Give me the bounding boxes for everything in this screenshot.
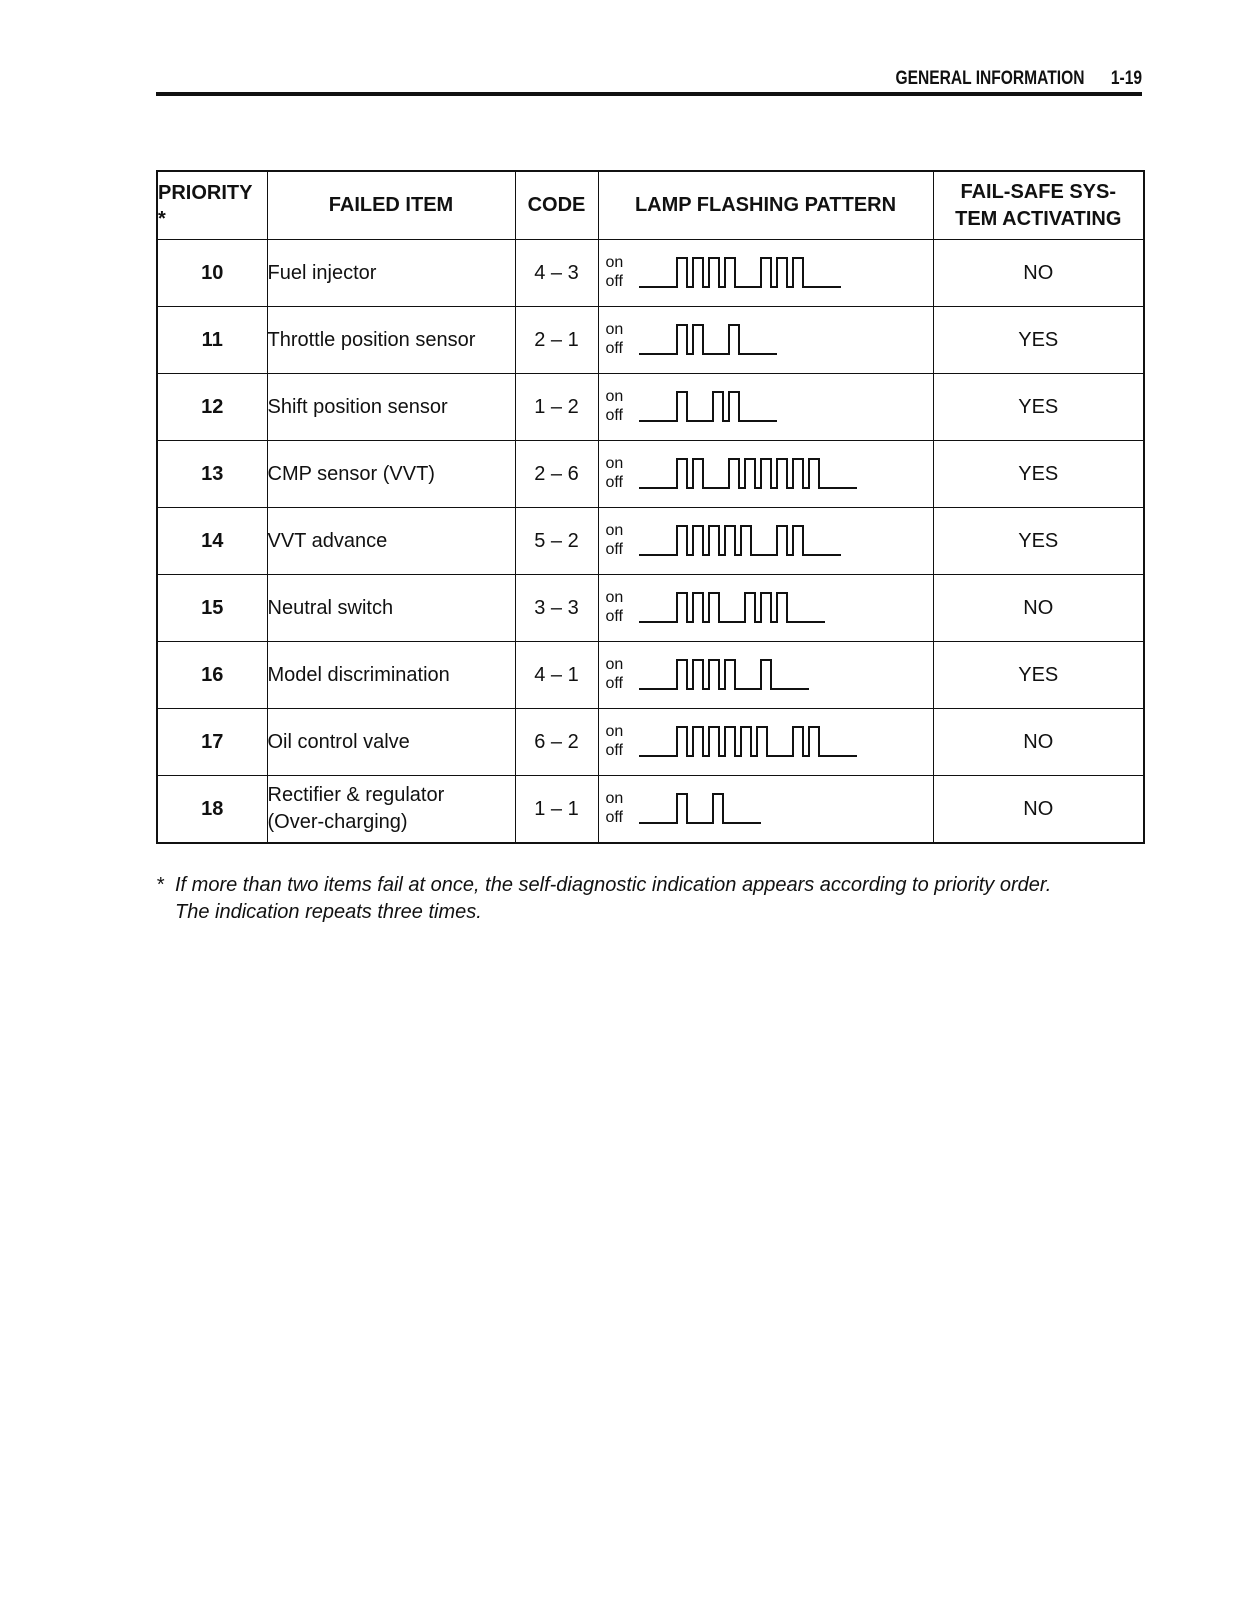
on-off-legend [606,655,624,693]
lamp-pattern-cell [598,642,933,709]
waveform-line [639,727,857,756]
diagnostic-code-table [156,170,1145,844]
failed-item-label: Neutral switch [267,596,394,619]
code-cell: 6 – 2 [515,709,598,776]
off-label: off [605,675,623,692]
waveform-line [639,392,777,421]
on-off-legend [606,789,624,827]
page-number: 1-19 [1110,68,1142,89]
lamp-flashing-waveform [639,323,779,357]
failed-item-label: Shift position sensor [267,395,448,418]
on-label: on [605,790,624,807]
failed-item-cell [267,776,515,844]
failed-item-cell [267,441,515,508]
table-row [157,374,1144,441]
priority-header-mark: * [158,207,166,230]
on-label: on [605,656,624,673]
priority-cell: 11 [157,307,267,374]
lamp-flashing-waveform [639,256,843,290]
table-row [157,240,1144,307]
failsafe-cell: YES [933,508,1144,575]
column-header-code: CODE [515,171,598,240]
lamp-pattern-cell [598,709,933,776]
on-label: on [605,254,624,271]
priority-cell: 16 [157,642,267,709]
column-header-failsafe [933,171,1144,240]
table-row [157,776,1144,844]
footnote-line-2: The indication repeats three times. [175,901,482,923]
table-row [157,709,1144,776]
failsafe-cell: NO [933,776,1144,844]
lamp-flashing-waveform [639,792,763,826]
lamp-flashing-waveform [639,457,859,491]
section-title: GENERAL INFORMATION [895,68,1084,89]
failed-item-cell [267,508,515,575]
off-label: off [605,340,623,357]
failsafe-header-line1: FAIL-SAFE SYS- [960,180,1117,203]
failsafe-cell: NO [933,240,1144,307]
table-row [157,441,1144,508]
table-row [157,307,1144,374]
failed-item-cell [267,240,515,307]
failsafe-header-line2: TEM ACTIVATING [955,207,1122,230]
lamp-pattern-cell [598,508,933,575]
table-header-row [157,171,1144,240]
off-label: off [605,407,623,424]
priority-cell: 18 [157,776,267,844]
code-cell: 5 – 2 [515,508,598,575]
failed-item-label: Fuel injector [267,261,377,284]
failed-item-label: Throttle position sensor [267,328,476,351]
on-off-legend [606,253,624,291]
on-off-legend [606,387,624,425]
lamp-flashing-waveform [639,591,827,625]
on-label: on [605,321,624,338]
priority-cell: 14 [157,508,267,575]
failed-item-label-line2: (Over-charging) [267,811,408,833]
off-label: off [605,474,623,491]
priority-cell: 15 [157,575,267,642]
waveform-line [639,459,857,488]
waveform-line [639,258,841,287]
failsafe-cell: YES [933,307,1144,374]
code-cell: 1 – 2 [515,374,598,441]
off-label: off [605,273,623,290]
page-header [156,66,1142,96]
priority-cell: 17 [157,709,267,776]
code-cell: 4 – 3 [515,240,598,307]
lamp-flashing-waveform [639,725,859,759]
on-off-legend [606,722,624,760]
waveform-line [639,593,825,622]
on-label: on [605,589,624,606]
table-row [157,575,1144,642]
priority-cell: 13 [157,441,267,508]
failed-item-cell [267,709,515,776]
lamp-flashing-waveform [639,390,779,424]
on-label: on [605,455,624,472]
lamp-pattern-cell [598,441,933,508]
code-cell: 3 – 3 [515,575,598,642]
failed-item-cell [267,307,515,374]
failed-item-cell [267,642,515,709]
failed-item-cell [267,374,515,441]
footnote-mark: * [156,874,164,896]
on-label: on [605,388,624,405]
table-row [157,642,1144,709]
on-off-legend [606,454,624,492]
off-label: off [605,541,623,558]
code-cell: 2 – 1 [515,307,598,374]
failed-item-label: Model discrimination [267,663,450,686]
on-off-legend [606,588,624,626]
failed-item-label: CMP sensor (VVT) [267,462,435,485]
lamp-flashing-waveform [639,658,811,692]
waveform-line [639,794,761,823]
column-header-priority [157,171,267,240]
failed-item-cell [267,575,515,642]
on-off-legend [606,320,624,358]
failsafe-cell: YES [933,374,1144,441]
waveform-line [639,660,809,689]
failsafe-cell: YES [933,642,1144,709]
failsafe-cell: NO [933,575,1144,642]
on-label: on [605,522,624,539]
lamp-flashing-waveform [639,524,843,558]
on-label: on [605,723,624,740]
failed-item-label: Rectifier & regulator [267,784,445,806]
footnote [156,872,1136,926]
code-cell: 4 – 1 [515,642,598,709]
failsafe-cell: NO [933,709,1144,776]
lamp-pattern-cell [598,374,933,441]
priority-cell: 12 [157,374,267,441]
table-row [157,508,1144,575]
off-label: off [605,809,623,826]
failed-item-label: VVT advance [267,529,388,552]
lamp-pattern-cell [598,776,933,844]
lamp-pattern-cell [598,240,933,307]
lamp-pattern-cell [598,307,933,374]
waveform-line [639,325,777,354]
on-off-legend [606,521,624,559]
column-header-pattern: LAMP FLASHING PATTERN [598,171,933,240]
footnote-line-1: If more than two items fail at once, the self-diagnostic indication appears according to priority order. [175,874,1052,896]
failsafe-cell: YES [933,441,1144,508]
priority-cell: 10 [157,240,267,307]
waveform-line [639,526,841,555]
column-header-failed-item: FAILED ITEM [267,171,515,240]
code-cell: 1 – 1 [515,776,598,844]
off-label: off [605,742,623,759]
code-cell: 2 – 6 [515,441,598,508]
failed-item-label: Oil control valve [267,730,410,753]
lamp-pattern-cell [598,575,933,642]
off-label: off [605,608,623,625]
priority-header-label: PRIORITY [158,181,253,204]
